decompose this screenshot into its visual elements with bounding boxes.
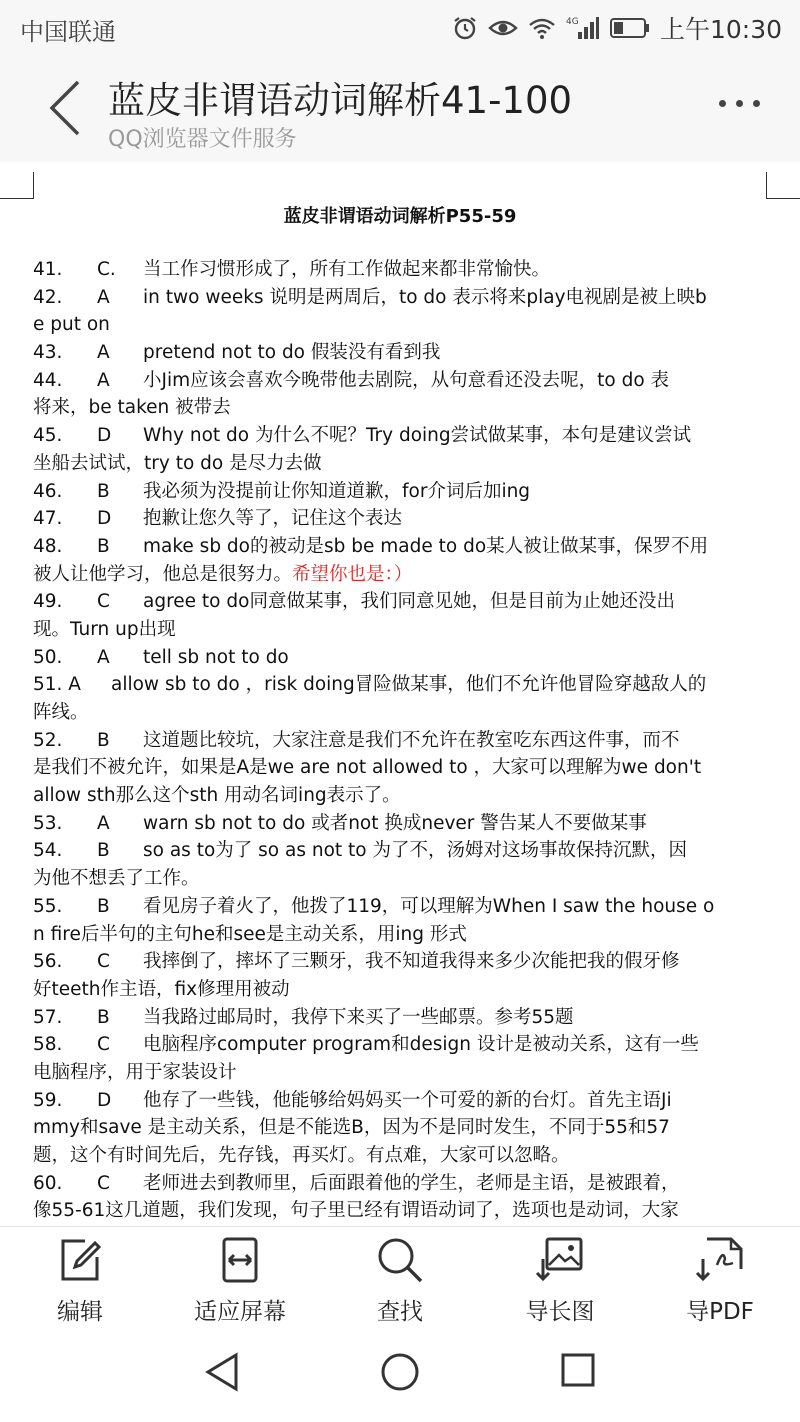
- edit-label: 编辑: [57, 1299, 103, 1325]
- document-line: [33, 311, 773, 339]
- status-time: 上午10:30: [659, 15, 782, 44]
- explanation-text: 看见房子着火了，他拨了119，可以理解为When I saw the house o: [143, 895, 715, 917]
- document-body: [33, 256, 773, 1225]
- search-label: 查找: [377, 1299, 423, 1325]
- more-dots-icon: [719, 100, 726, 107]
- export-pdf-icon: [695, 1235, 745, 1285]
- nav-back-button[interactable]: [204, 1352, 240, 1396]
- answer-choice: B: [97, 729, 110, 751]
- explanation-text: 当我路过邮局时，我停下来买了一些邮票。参考55题: [143, 1006, 574, 1028]
- triangle-back-icon: [204, 1352, 240, 1392]
- explanation-text: make sb do的被动是sb be made to do某人被让做某事，保罗不用: [143, 535, 709, 557]
- nav-home-button[interactable]: [380, 1352, 420, 1396]
- answer-choice: A: [97, 342, 110, 364]
- document-line: [33, 367, 773, 395]
- page-title: 蓝皮非谓语动词解析41-100: [108, 79, 573, 122]
- circle-home-icon: [380, 1352, 420, 1392]
- export-image-icon: [535, 1235, 585, 1285]
- document-line: [33, 1004, 773, 1032]
- answer-choice: B: [97, 1006, 110, 1028]
- answer-choice: B: [97, 840, 110, 862]
- export-long-image-button[interactable]: [490, 1235, 630, 1326]
- document-line: [33, 478, 773, 506]
- answer-choice: D: [97, 1089, 112, 1111]
- carrier-label: 中国联通: [20, 18, 116, 46]
- explanation-text: e put on: [33, 314, 110, 336]
- answer-choice: A: [97, 369, 110, 391]
- explanation-text: pretend not to do 假装没有看到我: [143, 342, 441, 364]
- answer-choice: C: [97, 591, 110, 613]
- explanation-text: 阵线。: [33, 702, 89, 723]
- explanation-text: allow sb to do ，risk doing冒险做某事，他们不允许他冒险穿越敌人的: [111, 674, 707, 696]
- explanation-text: agree to do同意做某事，我们同意见她，但是目前为止她还没出: [143, 591, 675, 613]
- fit-screen-icon: [215, 1235, 265, 1285]
- app-header: [0, 56, 800, 162]
- alarm-icon: [452, 15, 478, 41]
- document-line: [33, 422, 773, 450]
- document-line: [33, 727, 773, 755]
- back-button[interactable]: [46, 78, 86, 138]
- answer-choice: D: [97, 508, 112, 530]
- document-line: [33, 616, 773, 644]
- document-line: [33, 339, 773, 367]
- explanation-text: tell sb not to do: [143, 646, 289, 668]
- question-number: 45.: [33, 425, 63, 447]
- document-line: [33, 810, 773, 838]
- question-number: 47.: [33, 508, 63, 530]
- question-number: 55.: [33, 895, 63, 917]
- document-line: [33, 561, 773, 589]
- explanation-text: 被人让他学习，他总是很努力。: [33, 563, 293, 585]
- explanation-text: 当工作习惯形成了，所有工作做起来都非常愉快。: [143, 259, 551, 280]
- explanation-text: 是我们不被允许，如果是A是we are not allowed to ，大家可以理解为we don't: [33, 757, 702, 779]
- question-number: 56.: [33, 951, 63, 973]
- explanation-text: 为他不想丢了工作。: [33, 868, 200, 890]
- answer-choice: A: [97, 286, 110, 308]
- document-line: [33, 256, 773, 284]
- question-number: 60.: [33, 1172, 63, 1194]
- document-line: [33, 450, 773, 478]
- document-line: [33, 671, 773, 699]
- bottom-toolbar: [0, 1226, 800, 1327]
- square-recents-icon: [560, 1352, 596, 1388]
- answer-choice: B: [97, 895, 110, 917]
- explanation-text: Why not do 为什么不呢？Try doing尝试做某事，本句是建议尝试: [143, 425, 692, 447]
- question-number: 59.: [33, 1089, 63, 1111]
- more-options-button[interactable]: [719, 100, 760, 107]
- answer-choice: C.: [97, 259, 116, 280]
- explanation-text: 这道题比较坑，大家注意是我们不允许在教室吃东西这件事，而不: [143, 729, 680, 751]
- document-line: [33, 1197, 773, 1225]
- document-line: [33, 699, 773, 727]
- explanation-text: 他存了一些钱，他能够给妈妈买一个可爱的新的台灯。首先主语Ji: [143, 1089, 672, 1111]
- search-button[interactable]: [330, 1235, 470, 1326]
- question-number: 46.: [33, 480, 63, 502]
- question-number: 41.: [33, 259, 63, 280]
- document-line: [33, 1031, 773, 1059]
- nav-recents-button[interactable]: [560, 1352, 596, 1392]
- question-number: 53.: [33, 812, 63, 834]
- document-line: [33, 921, 773, 949]
- status-icons: [452, 10, 782, 46]
- page-corner-mark-right: [766, 172, 800, 199]
- document-line: [33, 1059, 773, 1087]
- document-line: [33, 1114, 773, 1142]
- explanation-text: in two weeks 说明是两周后，to do 表示将来play电视剧是被上映b: [143, 286, 707, 308]
- explanation-text: mmy和save 是主动关系，但是不能选B，因为不是同时发生，不同于55和57: [33, 1117, 670, 1139]
- explanation-text: 我必须为没提前让你知道道歉，for介词后加ing: [143, 480, 531, 502]
- explanation-text: 电脑程序computer program和design 设计是被动关系，这有一些: [143, 1034, 699, 1056]
- fit-screen-button[interactable]: [170, 1235, 310, 1326]
- answer-choice: C: [97, 951, 110, 973]
- document-line: [33, 533, 773, 561]
- explanation-text: 现。Turn up出现: [33, 618, 176, 640]
- document-viewer[interactable]: [0, 162, 800, 1226]
- status-bar: [0, 0, 800, 56]
- question-number: 48.: [33, 535, 63, 557]
- document-line: [33, 1087, 773, 1115]
- explanation-text: allow sth那么这个sth 用动名词ing表示了。: [33, 785, 401, 807]
- export-long-image-label: 导长图: [525, 1299, 595, 1325]
- page-subtitle: QQ浏览器文件服务: [108, 127, 297, 152]
- answer-choice: A: [97, 812, 110, 834]
- document-line: [33, 782, 773, 810]
- question-number: 57.: [33, 1006, 63, 1028]
- edit-button[interactable]: [10, 1235, 150, 1326]
- question-number: 44.: [33, 369, 63, 391]
- answer-choice: C: [97, 1172, 110, 1194]
- answer-choice: B: [97, 480, 110, 502]
- export-pdf-button[interactable]: [650, 1235, 790, 1326]
- highlight-note: 希望你也是：）: [292, 563, 413, 585]
- question-number: 58.: [33, 1034, 63, 1056]
- question-number: 43.: [33, 342, 63, 364]
- document-line: [33, 588, 773, 616]
- export-pdf-label: 导PDF: [686, 1299, 754, 1325]
- explanation-text: 抱歉让您久等了，记住这个表达: [143, 508, 403, 530]
- eye-comfort-icon: [488, 16, 518, 40]
- document-line: [33, 976, 773, 1004]
- question-number-answer: 51. A: [33, 674, 81, 696]
- explanation-text: 电脑程序，用于家装设计: [33, 1061, 237, 1083]
- document-line: [33, 893, 773, 921]
- explanation-text: 老师进去到教师里，后面跟着他的学生，老师是主语，是被跟着，: [143, 1172, 680, 1194]
- fit-screen-label: 适应屏幕: [194, 1299, 286, 1325]
- question-number: 42.: [33, 286, 63, 308]
- explanation-text: 坐船去试试，try to do 是尽力去做: [33, 452, 322, 474]
- explanation-text: 小Jim应该会喜欢今晚带他去剧院，从句意看还没去呢，to do 表: [143, 369, 670, 391]
- system-navigation-bar: [0, 1326, 800, 1422]
- edit-icon: [55, 1235, 105, 1285]
- answer-choice: B: [97, 535, 110, 557]
- explanation-text: 将来，be taken 被带去: [33, 397, 231, 419]
- document-line: [33, 505, 773, 533]
- signal-4g-icon: [566, 15, 600, 41]
- document-title: 蓝皮非谓语动词解析P55-59: [283, 206, 517, 227]
- answer-choice: D: [97, 425, 112, 447]
- document-line: [33, 948, 773, 976]
- explanation-text: 题，这个有时间先后，先存钱，再买灯。有点难，大家可以忽略。: [33, 1145, 570, 1166]
- explanation-text: n fire后半句的主句he和see是主动关系，用ing 形式: [33, 923, 467, 945]
- document-line: [33, 1142, 773, 1170]
- answer-choice: C: [97, 1034, 110, 1056]
- document-line: [33, 284, 773, 312]
- document-line: [33, 865, 773, 893]
- question-number: 54.: [33, 840, 63, 862]
- explanation-text: warn sb not to do 或者not 换成never 警告某人不要做某事: [143, 812, 647, 834]
- back-arrow-icon: [46, 78, 86, 138]
- question-number: 50.: [33, 646, 63, 668]
- search-icon: [375, 1235, 425, 1285]
- document-line: [33, 837, 773, 865]
- document-line: [33, 394, 773, 422]
- explanation-text: 像55-61这几道题，我们发现，句子里已经有谓语动词了，选项也是动词，大家: [33, 1200, 679, 1222]
- explanation-text: so as to为了 so as not to 为了不，汤姆对这场事故保持沉默，因: [143, 840, 687, 862]
- explanation-text: 我摔倒了，摔坏了三颗牙，我不知道我得来多少次能把我的假牙修: [143, 951, 680, 973]
- document-line: [33, 644, 773, 672]
- question-number: 49.: [33, 591, 63, 613]
- explanation-text: 好teeth作主语，fix修理用被动: [33, 978, 290, 1000]
- answer-choice: A: [97, 646, 110, 668]
- question-number: 52.: [33, 729, 63, 751]
- svg-text:4G: 4G: [565, 17, 579, 27]
- battery-icon: [610, 17, 650, 39]
- page-corner-mark-left: [0, 172, 34, 199]
- document-line: [33, 754, 773, 782]
- document-line: [33, 1170, 773, 1198]
- wifi-icon: [528, 16, 556, 40]
